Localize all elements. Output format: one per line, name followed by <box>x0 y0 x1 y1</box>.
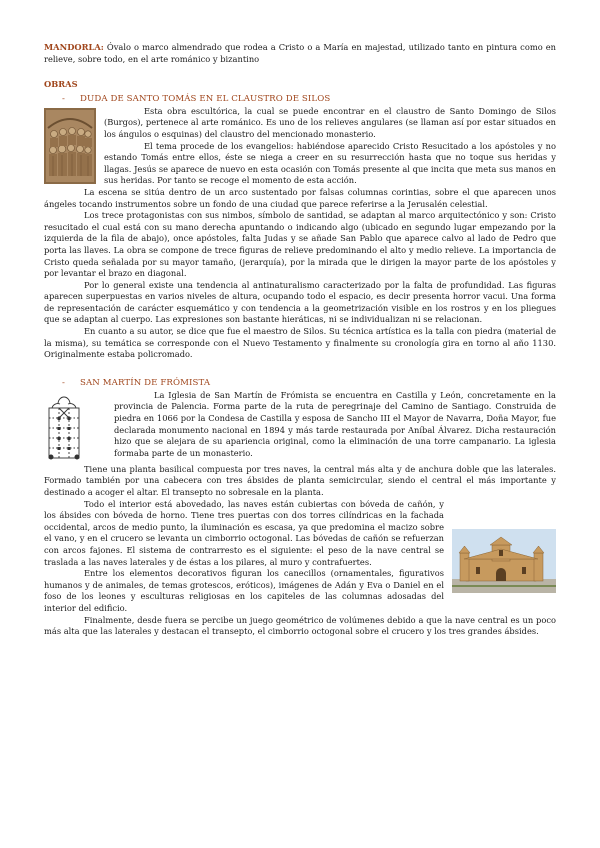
fromista-paragraph-2: Tiene una planta basilical compuesta por tres naves, la central más alta y de anchura doble que las laterales. Formado también por una cabecera con tres ábsides de planta semicircular, siendo el central el más importante y destinado a acoger el altar. El transepto no sobresale en la planta. <box>44 463 556 498</box>
section-spacer <box>44 371 556 375</box>
mandorla-definition <box>44 42 556 65</box>
cloister-relief-image <box>44 108 96 184</box>
fromista-paragraph-4: Entre los elementos decorativos figuran los canecillos (ornamentales, figurativos humanos y de animales, de temas grotescos, eróticos), imágenes de Adán y Eva o Daniel en el foso de los leones y esculturas religiosas en los capiteles de las columnas adosadas del interior del edificio. <box>44 568 444 613</box>
fromista-section-title <box>62 377 556 389</box>
duda-paragraph-5: Por lo general existe una tendencia al antinaturalismo caracterizado por la falta de profundidad. Las figuras aparecen superpuestas en varios niveles de altura, ocupando todo el espacio, es decir presenta horror vacui. Una forma de representación de carácter esquemático y con tendencia a la geometrización visible en los rostros y en los pliegues que se adaptan al cuerpo. Las expresiones son bastante hieráticas, ni se individualizan ni se relacionan. <box>44 279 556 325</box>
fromista-paragraph-1: La Iglesia de San Martín de Frómista se encuentra en Castilla y León, concretamente en la provincia de Palencia. Forma parte de la ruta de peregrinaje del Camino de Santiago. Construida de piedra en 1066 por la Condesa de Castilla y esposa de Sancho III el Mayor de Navarra, Doña Mayor, fue declarada monumento nacional en 1894 y más tarde restaurada por Aníbal Álvarez. Dicha restauración hizo que se alejara de su apariencia original, como la eliminación de una torre campanario. La iglesia formaba parte de un monasterio. <box>114 389 556 458</box>
duda-paragraph-6: En cuanto a su autor, se dice que fue el maestro de Silos. Su técnica artística es la talla con piedra (material de la misma), su temática se corresponde con el Nuevo Testamento y finalmente su cronología gira en torno al año 1130. Originalmente estaba policromado. <box>44 326 556 360</box>
church-floor-plan-image <box>44 394 84 462</box>
church-photo-image <box>452 529 556 593</box>
duda-paragraph-4: Los trece protagonistas con sus nimbos, símbolo de santidad, se adaptan al marco arquitectónico y son: Cristo resucitado el cual está con su mano derecha apuntando o indicando algo (ubicado en segundo lugar empezando por la izquierda de la fila de abajo), once apóstoles, falta Judas y se añade San Pablo que aparece calvo al lado de Pedro que porta las llaves. La obra se compone de trece figuras de relieve predominando el alto y medio relieve. La importancia de Cristo queda señalada por su mayor tamaño, (jerarquía), por la mirada que le dirigen la mayor parte de los apóstoles y por levantar el brazo en diagonal. <box>44 210 556 279</box>
duda-paragraph-2: El tema procede de los evangelios: habiéndose aparecido Cristo Resucitado a los apóstoles y no estando Tomás entre ellos, éste se niega a creer en su resurrección hasta que no toque sus heridas y llagas. Jesús se aparece de nuevo en esta ocasión con Tomás presente al que incita que meta sus manos en sus heridas. Por tanto se recoge el momento de esta acción. <box>104 140 556 186</box>
document-body <box>44 42 556 638</box>
fromista-title: SAN MARTÍN DE FRÓMISTA <box>80 377 211 388</box>
duda-title: DUDA DE SANTO TOMÁS EN EL CLAUSTRO DE SILOS <box>80 93 331 104</box>
duda-paragraph-3: La escena se sitúa dentro de un arco sustentado por falsas columnas corintias, sobre el que aparecen unos ángeles tocando instrumentos sobre un fondo de una ciudad que parece referirse a la Jerusalén celestial. <box>44 186 556 209</box>
duda-dash: - <box>62 93 66 104</box>
duda-section-title <box>62 93 556 105</box>
fromista-paragraph-5: Finalmente, desde fuera se percibe un juego geométrico de volúmenes debido a que la nave central es un poco más alta que las laterales y destacan el transepto, el cimborrio octogonal sobre el crucero y los tres grandes ábsides. <box>44 614 556 637</box>
mandorla-term: MANDORLA: <box>44 42 104 52</box>
fromista-paragraph-3: Todo el interior está abovedado, las naves están cubiertas con bóveda de cañón, y los ábsides con bóveda de horno. Tiene tres puertas con dos torres cilíndricas en la fachada occidental, arcos de medio punto, la iluminación es escasa, ya que predomina el macizo sobre el vano, y en el crucero se levanta un cimborrio octogonal. Las bóvedas de cañón se refuerzan con arcos fajones. El sistema de contrarresto es el siguiente: el peso de la nave central se traslada a las naves laterales y de éstas a los pilares, al muro y contrafuertes. <box>44 498 444 567</box>
mandorla-text: Óvalo o marco almendrado que rodea a Cristo o a María en majestad, utilizado tanto en pintura como en relieve, sobre todo, en el arte románico y bizantino <box>44 42 556 64</box>
obras-heading: OBRAS <box>44 79 78 90</box>
duda-paragraph-1: Esta obra escultórica, la cual se puede encontrar en el claustro de Santo Domingo de Silos (Burgos), pertenece al arte románico. Es uno de los relieves angulares (se llaman así por estar situados en los ángulos o esquinas) del claustro del mencionado monasterio. <box>104 105 556 139</box>
fromista-dash: - <box>62 377 66 388</box>
